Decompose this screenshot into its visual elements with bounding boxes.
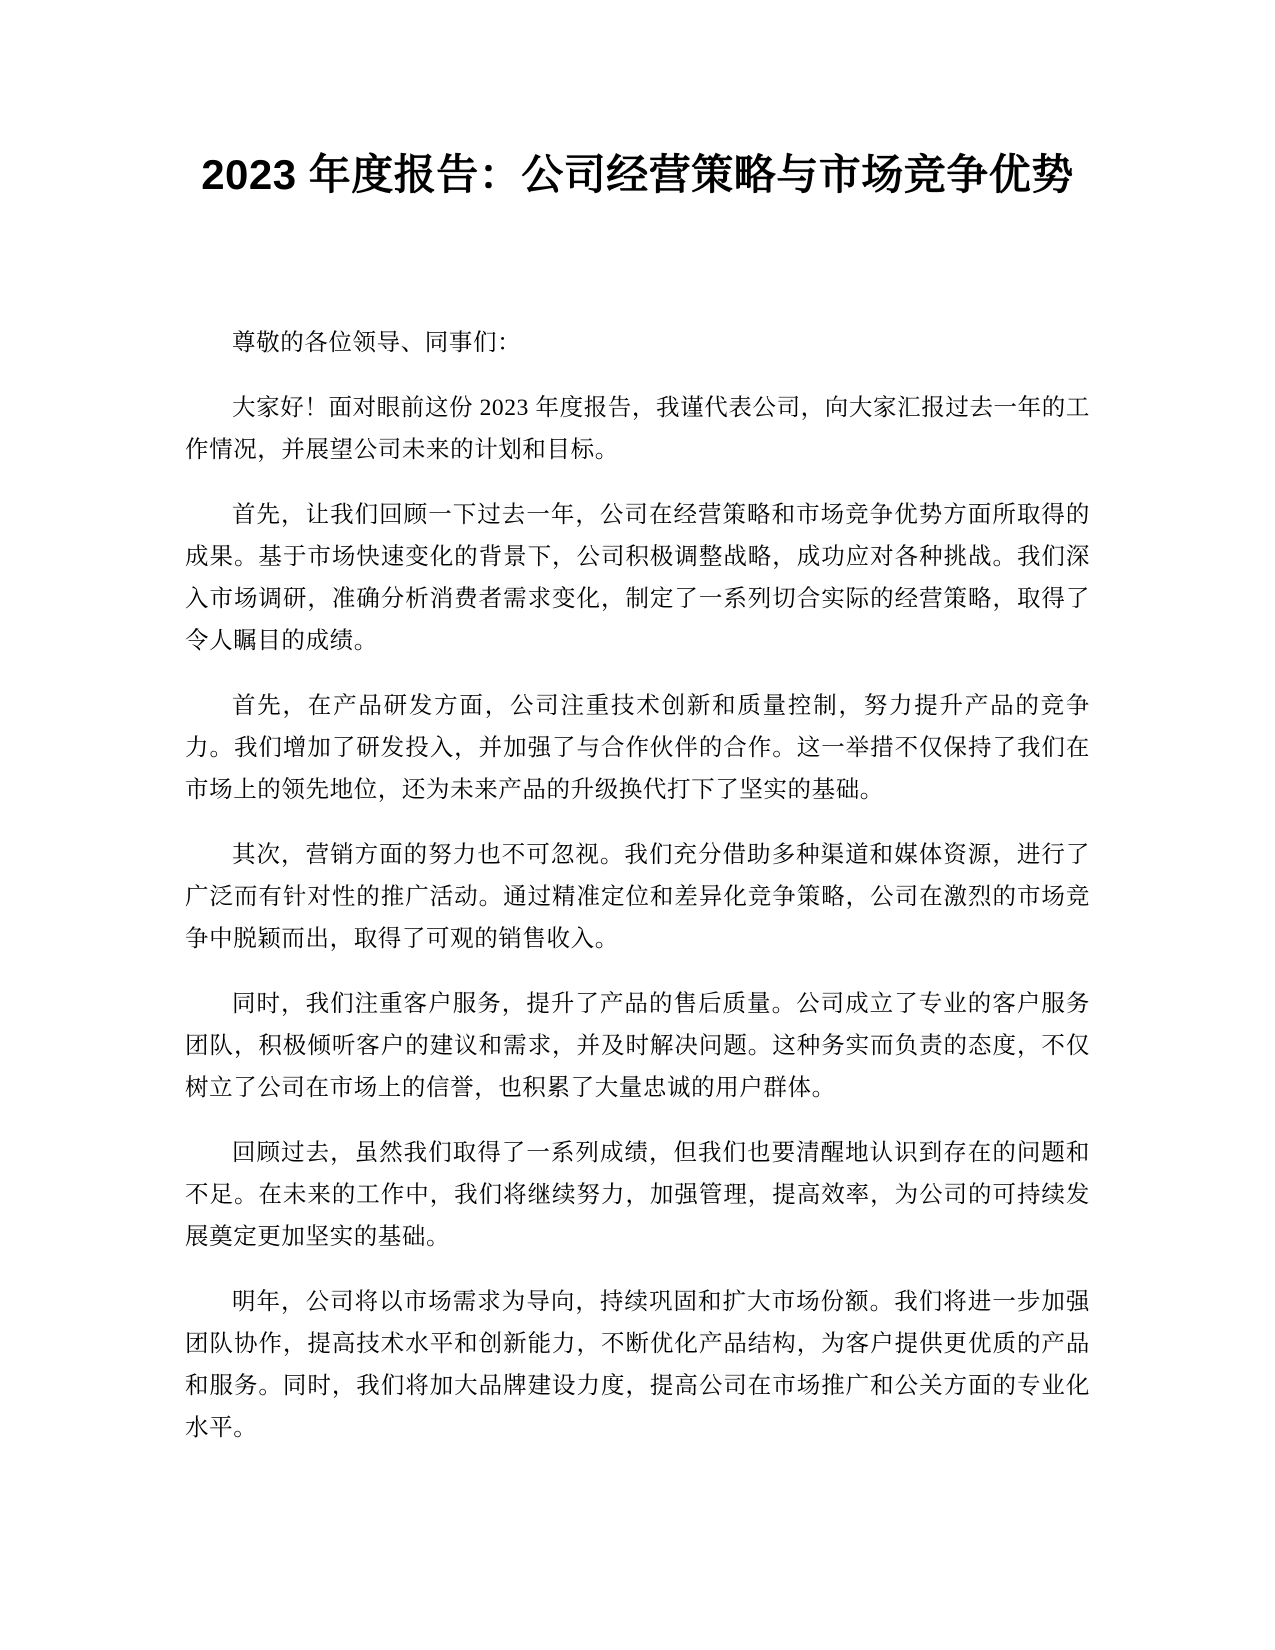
paragraph: 回顾过去，虽然我们取得了一系列成绩，但我们也要清醒地认识到存在的问题和不足。在未来的工作中，我们将继续努力，加强管理，提高效率，为公司的可持续发展奠定更加坚实的基础。 xyxy=(185,1140,1090,1250)
paragraph: 其次，营销方面的努力也不可忽视。我们充分借助多种渠道和媒体资源，进行了广泛而有针对性的推广活动。通过精准定位和差异化竞争策略，公司在激烈的市场竞争中脱颖而出，取得了可观的销售收入。 xyxy=(185,842,1090,952)
paragraph: 大家好！面对眼前这份 2023 年度报告，我谨代表公司，向大家汇报过去一年的工作情况，并展望公司未来的计划和目标。 xyxy=(185,395,1090,463)
document-body xyxy=(185,322,1090,1472)
document-title: 2023 年度报告：公司经营策略与市场竞争优势 xyxy=(201,151,1074,198)
paragraph: 首先，在产品研发方面，公司注重技术创新和质量控制，努力提升产品的竞争力。我们增加了研发投入，并加强了与合作伙伴的合作。这一举措不仅保持了我们在市场上的领先地位，还为未来产品的升级换代打下了坚实的基础。 xyxy=(185,693,1090,803)
paragraph: 明年，公司将以市场需求为导向，持续巩固和扩大市场份额。我们将进一步加强团队协作，提高技术水平和创新能力，不断优化产品结构，为客户提供更优质的产品和服务。同时，我们将加大品牌建设力度，提高公司在市场推广和公关方面的专业化水平。 xyxy=(185,1289,1090,1441)
salutation: 尊敬的各位领导、同事们： xyxy=(232,330,522,356)
paragraph: 同时，我们注重客户服务，提升了产品的售后质量。公司成立了专业的客户服务团队，积极倾听客户的建议和需求，并及时解决问题。这种务实而负责的态度，不仅树立了公司在市场上的信誉，也积累了大量忠诚的用户群体。 xyxy=(185,991,1090,1101)
paragraph: 首先，让我们回顾一下过去一年，公司在经营策略和市场竞争优势方面所取得的成果。基于市场快速变化的背景下，公司积极调整战略，成功应对各种挑战。我们深入市场调研，准确分析消费者需求变化，制定了一系列切合实际的经营策略，取得了令人瞩目的成绩。 xyxy=(185,502,1090,654)
